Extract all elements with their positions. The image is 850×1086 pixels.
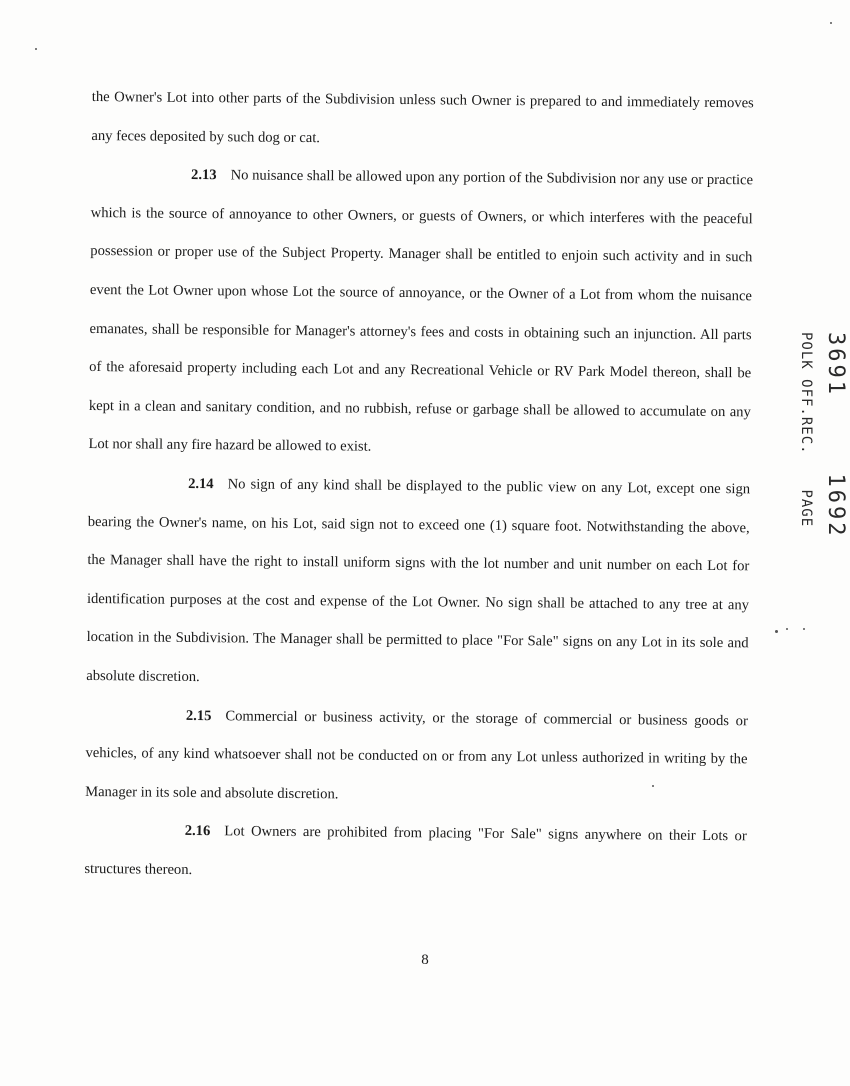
scan-speck xyxy=(775,630,778,633)
section-number: 2.14 xyxy=(188,475,214,493)
stamp-label-page: PAGE xyxy=(798,489,814,528)
section-2-13 xyxy=(88,155,753,470)
section-number: 2.16 xyxy=(184,823,211,840)
paragraph-text: Commercial or business activity, or the storage of commercial or business goods or vehicles, of any kind whatsoever shall not be conducted on or from any Lot unless authorized in writing by the Manager in its sole and absolute discretion. xyxy=(85,707,748,803)
recording-stamp xyxy=(778,332,848,539)
stamp-labels xyxy=(798,332,814,527)
page-number: 8 xyxy=(421,952,429,968)
section-2-16 xyxy=(84,811,747,895)
stamp-book-number: 3691 xyxy=(823,332,848,397)
paragraph-text: No sign of any kind shall be displayed to the public view on any Lot, except one sign bearing the Owner's name, on his Lot, said sign not to exceed one (1) square foot. Notwithstanding the above, the Manager shall have the right to install uniform signs with the lot number and unit number on each Lot for identification purposes at the cost and expense of the Lot Owner. No sign shall be attached to any tree at any location in the Subdivision. The Manager shall be permitted to place "For Sale" signs on any Lot in its sole and absolute discretion. xyxy=(86,476,751,685)
paragraph-text: the Owner's Lot into other parts of the Subdivision unless such Owner is prepared to and immediately removes any feces deposited by such dog or cat. xyxy=(91,88,754,146)
section-number: 2.15 xyxy=(185,707,212,724)
paragraph-text: No nuisance shall be allowed upon any portion of the Subdivision nor any use or practice which is the source of annoyance to other Owners, or guests of Owners, or which interferes with the peaceful possession or proper use of the Subject Property. Manager shall be entitled to enjoin such activity and in such event the Lot Owner upon whose Lot the source of annoyance, or the Owner of a Lot from whom the nuisance emanates, shall be responsible for Manager's attorney's fees and costs in obtaining such an injunction. All parts of the aforesaid property including each Lot and any Recreational Vehicle or RV Park Model thereon, shall be kept in a clean and sanitary condition, and no rubbish, refuse or garbage shall be allowed to accumulate on any Lot nor shall any fire hazard be allowed to exist. xyxy=(88,167,754,456)
document-body xyxy=(84,78,754,895)
scan-speck xyxy=(652,785,654,787)
stamp-page-number: 1692 xyxy=(823,473,848,539)
section-2-14 xyxy=(86,464,750,702)
stamp-numbers xyxy=(823,332,848,538)
scan-speck xyxy=(786,628,788,630)
scan-speck xyxy=(35,48,37,50)
section-2-15 xyxy=(85,695,748,817)
paragraph-continuation xyxy=(91,78,754,162)
scan-speck xyxy=(830,22,832,24)
scan-speck xyxy=(803,628,805,630)
section-number: 2.13 xyxy=(190,167,217,184)
stamp-label-records: POLK OFF.REC. xyxy=(798,332,814,455)
paragraph-text: Lot Owners are prohibited from placing "For Sale" signs anywhere on their Lots or structures thereon. xyxy=(84,823,747,878)
